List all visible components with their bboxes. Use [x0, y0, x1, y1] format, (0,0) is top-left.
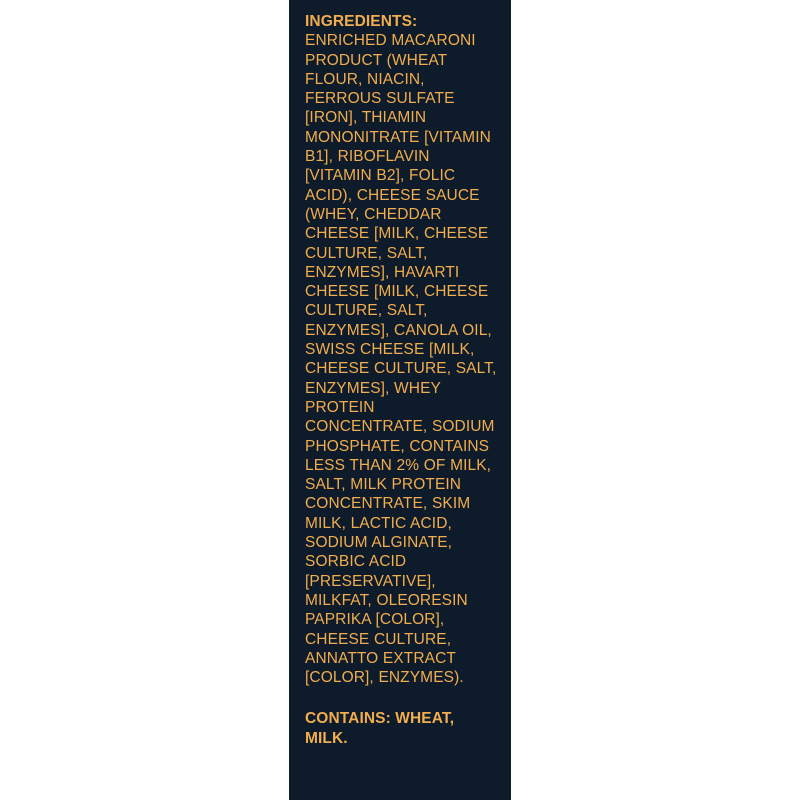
ingredients-heading: INGREDIENTS:: [305, 13, 418, 30]
ingredients-label-panel: [289, 0, 511, 800]
contains-section: [305, 709, 497, 748]
ingredients-section: [305, 12, 497, 687]
ingredients-text: ENRICHED MACARONI PRODUCT (WHEAT FLOUR, NIACIN, FERROUS SULFATE [IRON], THIAMIN MONONITRATE [VITAMIN B1], RIBOFLAVIN [VITAMIN B2], FOLIC ACID), CHEESE SAUCE (WHEY, CHEDDAR CHEESE [MILK, CHEESE CULTURE, SALT, ENZYMES], HAVARTI CHEESE [MILK, CHEESE CULTURE, SALT, ENZYMES], CANOLA OIL, SWISS CHEESE [MILK, CHEESE CULTURE, SALT, ENZYMES], WHEY PROTEIN CONCENTRATE, SODIUM PHOSPHATE, CONTAINS LESS THAN 2% OF MILK, SALT, MILK PROTEIN CONCENTRATE, SKIM MILK, LACTIC ACID, SODIUM ALGINATE, SORBIC ACID [PRESERVATIVE], MILKFAT, OLEORESIN PAPRIKA [COLOR], CHEESE CULTURE, ANNATTO EXTRACT [COLOR], ENZYMES).: [305, 32, 497, 687]
contains-text: CONTAINS: WHEAT, MILK.: [305, 710, 455, 747]
